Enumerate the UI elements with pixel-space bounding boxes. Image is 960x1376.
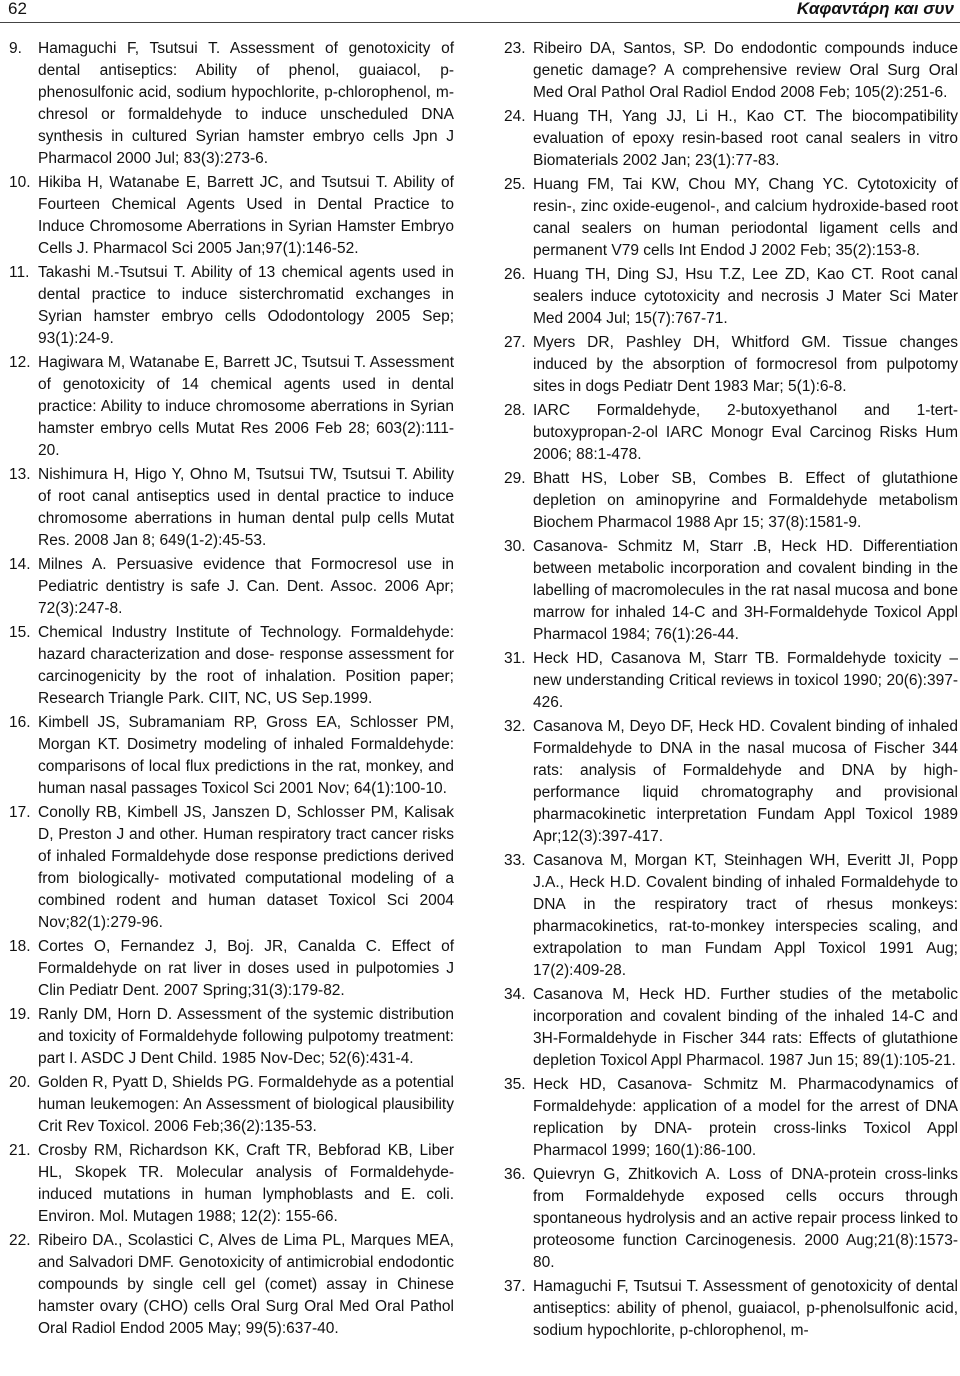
reference-item bbox=[501, 536, 958, 646]
reference-item bbox=[501, 468, 958, 534]
reference-number: 20. bbox=[9, 1074, 31, 1091]
reference-text: Hamaguchi F, Tsutsui T. Assessment of genotoxicity of dental antiseptics: ability of phenol, guaiacol, p-phenolsulfonic acid, sodium hypochlorite, p-chlorophenol, m- bbox=[533, 1278, 958, 1339]
reference-number: 27. bbox=[504, 334, 526, 351]
reference-item bbox=[501, 716, 958, 848]
reference-item bbox=[501, 400, 958, 466]
reference-text: Heck HD, Casanova- Schmitz M. Pharmacodynamics of Formaldehyde: application of a model for the arrest of DNA replication by DNA- protein cross-links Toxicol Appl Pharmacol 1999; 160(1):86-100. bbox=[533, 1076, 958, 1159]
reference-number: 15. bbox=[9, 624, 31, 641]
reference-text: Milnes A. Persuasive evidence that Formocresol use in Pediatric dentistry is safe J. Can. Dent. Assoc. 2006 Apr; 72(3):247-8. bbox=[38, 556, 454, 617]
reference-item bbox=[501, 648, 958, 714]
reference-number: 17. bbox=[9, 804, 31, 821]
reference-number: 33. bbox=[504, 852, 526, 869]
reference-text: Casanova M, Heck HD. Further studies of the metabolic incorporation and covalent binding of the inhaled 14-C and 3H-Formaldehyde in Fischer 344 rats: Effects of glutathione depletion Toxicol Appl Pharmacol. 1987 Jun 15; 89(1):105-21. bbox=[533, 986, 958, 1069]
reference-text: Quievryn G, Zhitkovich A. Loss of DNA-protein cross-links from Formaldehyde exposed cells occurs through spontaneous hydrolysis and an active repair process linked to proteosome function Carcinogenesis. 2000 Aug;21(8):1573-80. bbox=[533, 1166, 958, 1271]
reference-item bbox=[6, 38, 454, 170]
reference-number: 11. bbox=[9, 264, 30, 281]
reference-item bbox=[6, 352, 454, 462]
reference-number: 29. bbox=[504, 470, 526, 487]
reference-item bbox=[6, 802, 454, 934]
reference-text: Ribeiro DA, Santos, SP. Do endodontic compounds induce genetic damage? A comprehensive review Oral Surg Oral Med Oral Pathol Oral Radiol Endod 2008 Feb; 105(2):251-6. bbox=[533, 40, 958, 101]
reference-text: Nishimura H, Higo Y, Ohno M, Tsutsui TW, Tsutsui T. Ability of root canal antiseptics used in dental practice to induce chromosome aberrations in human dental pulp cells Mutat Res. 2008 Jan 8; 649(1-2):45-53. bbox=[38, 466, 454, 549]
reference-item bbox=[501, 174, 958, 262]
reference-item bbox=[501, 850, 958, 982]
reference-number: 31. bbox=[504, 650, 526, 667]
page-header bbox=[0, 0, 960, 23]
reference-number: 19. bbox=[9, 1006, 31, 1023]
reference-text: Crosby RM, Richardson KK, Craft TR, Bebforad KB, Liber HL, Skopek TR. Molecular analysis of Formaldehyde-induced mutations in human lymphoblasts and E. coli. Environ. Mol. Mutagen 1988; 12(2): 155-66. bbox=[38, 1142, 454, 1225]
reference-text: Conolly RB, Kimbell JS, Janszen D, Schlosser PM, Kalisak D, Preston J and other. Human respiratory tract cancer risks of inhaled Formaldehyde dose response predictions derived from biologically- motivated computational modeling of a combined rodent and human dataset Toxicol Sci 2004 Nov;82(1):279-96. bbox=[38, 804, 454, 931]
reference-number: 35. bbox=[504, 1076, 526, 1093]
reference-text: Hikiba H, Watanabe E, Barrett JC, and Tsutsui T. Ability of Fourteen Chemical Agents Used in Dental Practice to Induce Chromosome Aberrations in Syrian Hamster Embryo Cells J. Pharmacol Sci 2005 Jan;97(1):146-52. bbox=[38, 174, 454, 257]
reference-number: 30. bbox=[504, 538, 526, 555]
reference-number: 24. bbox=[504, 108, 526, 125]
reference-item bbox=[6, 262, 454, 350]
reference-number: 28. bbox=[504, 402, 526, 419]
reference-item bbox=[6, 554, 454, 620]
reference-item bbox=[501, 1074, 958, 1162]
reference-item bbox=[501, 332, 958, 398]
references-right-column bbox=[501, 38, 958, 1342]
reference-number: 37. bbox=[504, 1278, 526, 1295]
reference-item bbox=[501, 264, 958, 330]
running-head: Καφαντάρη και συν bbox=[796, 0, 954, 18]
reference-text: Casanova M, Morgan KT, Steinhagen WH, Everitt JI, Popp J.A., Heck H.D. Covalent binding of inhaled Formaldehyde to DNA in the respiratory tract of rhesus monkeys: pharmacokinetics, rat-to-monkey interspecies scaling, and extrapolation to man Fundam Appl Toxicol 1991 Aug; 17(2):409-28. bbox=[533, 852, 958, 979]
reference-number: 12. bbox=[9, 354, 31, 371]
reference-text: Huang FM, Tai KW, Chou MY, Chang YC. Cytotoxicity of resin-, zinc oxide-eugenol-, and calcium hydroxide-based root canal sealers on human periodontal ligament cells and permanent V79 cells Int Endod J 2002 Feb; 35(2):153-8. bbox=[533, 176, 958, 259]
reference-item bbox=[501, 1164, 958, 1274]
reference-text: Chemical Industry Institute of Technology. Formaldehyde: hazard characterization and dose- response assessment for carcinogenicity by the root of inhalation. Position paper; Research Triangle Park. CIIT, NC, US Sep.1999. bbox=[38, 624, 454, 707]
reference-number: 23. bbox=[504, 40, 526, 57]
reference-number: 32. bbox=[504, 718, 526, 735]
reference-item bbox=[6, 1140, 454, 1228]
reference-text: Kimbell JS, Subramaniam RP, Gross EA, Schlosser PM, Morgan KT. Dosimetry modeling of inhaled Formaldehyde: comparisons of local flux predictions in the rat, monkey, and human nasal passages Toxicol Sci 2001 Nov; 64(1):100-10. bbox=[38, 714, 454, 797]
reference-text: IARC Formaldehyde, 2-butoxyethanol and 1-tert-butoxypropan-2-ol IARC Monogr Eval Carcinog Risks Hum 2006; 88:1-478. bbox=[533, 402, 958, 463]
reference-text: Huang TH, Ding SJ, Hsu T.Z, Lee ZD, Kao CT. Root canal sealers induce cytotoxicity and necrosis J Mater Sci Mater Med 2004 Jul; 15(7):767-71. bbox=[533, 266, 958, 327]
reference-item bbox=[6, 1072, 454, 1138]
reference-item bbox=[501, 1276, 958, 1342]
reference-number: 25. bbox=[504, 176, 526, 193]
reference-number: 36. bbox=[504, 1166, 526, 1183]
reference-text: Myers DR, Pashley DH, Whitford GM. Tissue changes induced by the absorption of formocresol from pulpotomy sites in dogs Pediatr Dent 1983 Mar; 5(1):6-8. bbox=[533, 334, 958, 395]
reference-text: Casanova- Schmitz M, Starr .B, Heck HD. Differentiation between metabolic incorporation and covalent binding in the labelling of macromolecules in the rat nasal mucosa and bone marrow for inhaled 14-C and 3H-Formaldehyde Toxicol Appl Pharmacol 1984; 76(1):26-44. bbox=[533, 538, 958, 643]
reference-number: 34. bbox=[504, 986, 526, 1003]
reference-number: 18. bbox=[9, 938, 31, 955]
reference-text: Ranly DM, Horn D. Assessment of the systemic distribution and toxicity of Formaldehyde following pulpotomy treatment: part I. ASDC J Dent Child. 1985 Nov-Dec; 52(6):431-4. bbox=[38, 1006, 454, 1067]
reference-item bbox=[6, 464, 454, 552]
reference-item bbox=[6, 172, 454, 260]
reference-text: Heck HD, Casanova M, Starr TB. Formaldehyde toxicity – new understanding Critical reviews in toxicol 1990; 20(6):397-426. bbox=[533, 650, 958, 711]
reference-item bbox=[6, 1004, 454, 1070]
reference-number: 14. bbox=[9, 556, 31, 573]
reference-text: Hagiwara M, Watanabe E, Barrett JC, Tsutsui T. Assessment of genotoxicity of 14 chemical agents used in dental practice: Ability to induce chromosome aberrations in Syrian hamster embryo cells Mutat Res 2006 Feb 28; 603(2):111-20. bbox=[38, 354, 454, 459]
reference-item bbox=[6, 622, 454, 710]
reference-item bbox=[6, 936, 454, 1002]
reference-text: Bhatt HS, Lober SB, Combes B. Effect of glutathione depletion on aminopyrine and Formaldehyde metabolism Biochem Pharmacol 1988 Apr 15; 37(8):1581-9. bbox=[533, 470, 958, 531]
reference-text: Golden R, Pyatt D, Shields PG. Formaldehyde as a potential human leukemogen: An Assessment of biological plausibility Crit Rev Toxicol. 2006 Feb;36(2):135-53. bbox=[38, 1074, 454, 1135]
reference-number: 26. bbox=[504, 266, 526, 283]
reference-text: Hamaguchi F, Tsutsui T. Assessment of genotoxicity of dental antiseptics: Ability of phenol, guaiacol, p-phenosulfonic acid, sodium hypochlorite, p-chlorophenol, m-chresol or formaldehyde to induce unscheduled DNA synthesis in cultured Syrian hamster embryo cells Jpn J Pharmacol 2000 Jul; 83(3):273-6. bbox=[38, 40, 454, 167]
reference-text: Takashi M.-Tsutsui T. Ability of 13 chemical agents used in dental practice to induce sisterchromatid exchanges in Syrian hamster embryo cells Ododontology 2005 Sep; 93(1):24-9. bbox=[38, 264, 454, 347]
page-number: 62 bbox=[8, 0, 27, 18]
reference-item bbox=[501, 38, 958, 104]
reference-number: 10. bbox=[9, 174, 31, 191]
reference-text: Casanova M, Deyo DF, Heck HD. Covalent binding of inhaled Formaldehyde to DNA in the nasal mucosa of Fischer 344 rats: analysis of Formaldehyde and DNA by high- performance liquid chromatography and provisional pharmacokinetic interpretation Fundam Appl Toxicol 1989 Apr;12(3):397-417. bbox=[533, 718, 958, 845]
reference-item bbox=[501, 106, 958, 172]
reference-number: 13. bbox=[9, 466, 31, 483]
reference-item bbox=[6, 712, 454, 800]
reference-item bbox=[501, 984, 958, 1072]
reference-number: 21. bbox=[9, 1142, 31, 1159]
reference-text: Ribeiro DA., Scolastici C, Alves de Lima PL, Marques MEA, and Salvadori DMF. Genotoxicity of antimicrobial endodontic compounds by single cell gel (comet) assay in Chinese hamster ovary (CHO) cells Oral Surg Oral Med Oral Pathol Oral Radiol Endod 2005 May; 99(5):637-40. bbox=[38, 1232, 454, 1337]
reference-text: Cortes O, Fernandez J, Boj. JR, Canalda C. Effect of Formaldehyde on rat liver in doses used in pulpotomies J Clin Pediatr Dent. 2007 Spring;31(3):179-82. bbox=[38, 938, 454, 999]
reference-text: Huang TH, Yang JJ, Li H., Kao CT. The biocompatibility evaluation of epoxy resin-based root canal sealers in vitro Biomaterials 2002 Jan; 23(1):77-83. bbox=[533, 108, 958, 169]
reference-number: 9. bbox=[9, 40, 22, 57]
references-left-column bbox=[6, 38, 454, 1340]
reference-number: 16. bbox=[9, 714, 31, 731]
reference-item bbox=[6, 1230, 454, 1340]
reference-number: 22. bbox=[9, 1232, 31, 1249]
